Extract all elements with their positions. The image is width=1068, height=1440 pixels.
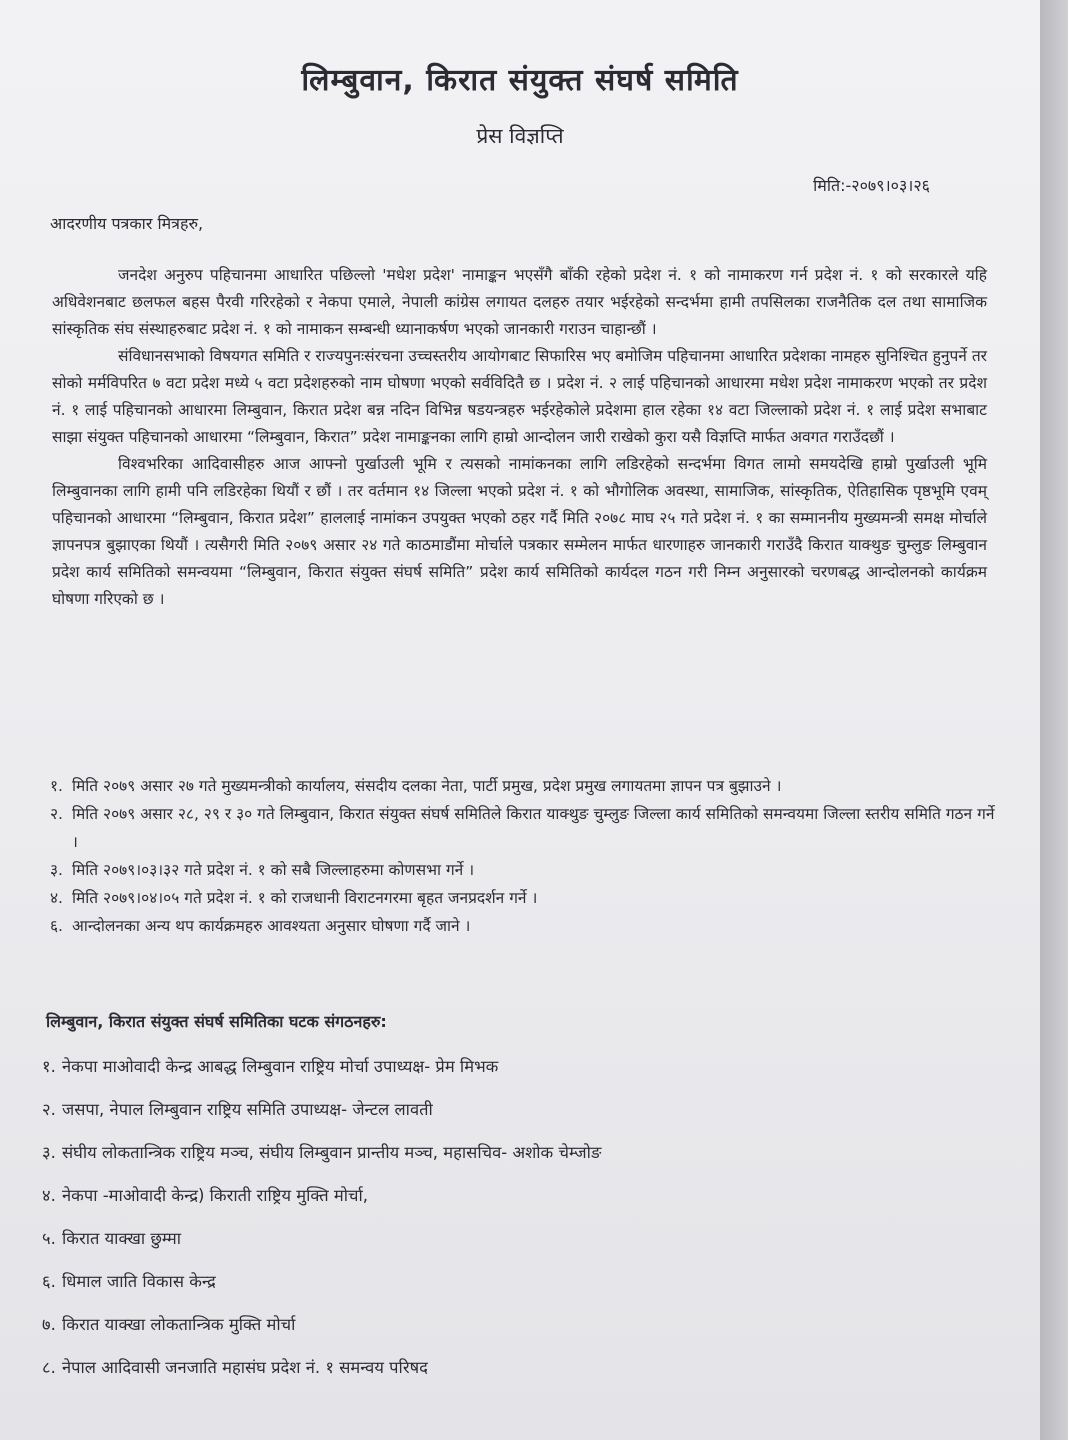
- paragraph: जनदेश अनुरुप पहिचानमा आधारित पछिल्लो 'मधेश प्रदेश' नामाङ्कन भएसँगै बाँकी रहेको प्रदेश नं. १ को नामाकरण गर्न प्रदेश नं. १ को सरकारले यहि अधिवेशनबाट छलफल बहस पैरवी गरिरहेको र नेकपा एमाले, नेपाली कांग्रेस लगायत दलहरु तयार भईरहेको सन्दर्भमा हामी तपसिलका राजनैतिक दल तथा सामाजिक सांस्कृतिक संघ संस्थाहरुबाट प्रदेश नं. १ को नामाकन सम्बन्धी ध्यानाकर्षण भएको जानकारी गराउन चाहान्छौं ।: [52, 266, 987, 338]
- item-number: २.: [50, 805, 63, 823]
- list-item: [50, 772, 995, 800]
- organizations-list: [42, 1044, 601, 1388]
- item-number: ६.: [42, 1272, 56, 1291]
- item-number: ८.: [42, 1358, 56, 1377]
- organizations-heading: लिम्बुवान, किरात संयुक्त संघर्ष समितिका घटक संगठनहरु:: [46, 1012, 387, 1031]
- item-number: ३.: [42, 1143, 56, 1162]
- document-title: लिम्बुवान, किरात संयुक्त संघर्ष समिति: [301, 63, 739, 98]
- item-text: धिमाल जाति विकास केन्द्र: [62, 1272, 216, 1291]
- salutation: आदरणीय पत्रकार मित्रहरु,: [50, 214, 204, 233]
- item-number: १.: [50, 777, 63, 795]
- item-text: आन्दोलनका अन्य थप कार्यक्रमहरु आवश्यता अनुसार घोषणा गर्दै जाने ।: [72, 917, 471, 935]
- body-text: [52, 262, 987, 613]
- item-number: ६.: [50, 917, 63, 935]
- program-list: [50, 772, 995, 940]
- document-subtitle: प्रेस विज्ञप्ति: [476, 124, 564, 148]
- item-number: ७.: [42, 1315, 56, 1334]
- item-text: मिति २०७९।०३।३२ गते प्रदेश नं. १ को सबै जिल्लाहरुमा कोणसभा गर्ने ।: [72, 861, 475, 879]
- item-text: जसपा, नेपाल लिम्बुवान राष्ट्रिय समिति उपाध्यक्ष- जेन्टल लावती: [62, 1100, 433, 1119]
- item-text: किरात याक्खा छुम्मा: [62, 1229, 182, 1248]
- list-item: [42, 1044, 601, 1087]
- item-text: मिति २०७९ असार २८, २९ र ३० गते लिम्बुवान, किरात संयुक्त संघर्ष समितिले किरात याक्थुङ चुम्लुङ जिल्ला कार्य समितिको समन्वयमा जिल्ला स्तरीय समिति गठन गर्ने ।: [72, 805, 995, 851]
- list-item: [50, 856, 995, 884]
- item-text: मिति २०७९।०४।०५ गते प्रदेश नं. १ को राजधानी विराटनगरमा बृहत जनप्रदर्शन गर्ने ।: [72, 889, 538, 907]
- list-item: [42, 1216, 601, 1259]
- list-item: [50, 912, 995, 940]
- item-text: किरात याक्खा लोकतान्त्रिक मुक्ति मोर्चा: [62, 1315, 296, 1334]
- list-item: [42, 1173, 601, 1216]
- paragraph: संविधानसभाको विषयगत समिति र राज्यपुनःसंरचना उच्चस्तरीय आयोगबाट सिफारिस भए बमोजिम पहिचानमा आधारित प्रदेशका नामहरु सुनिश्चित हुनुपर्ने तर सोको मर्मविपरित ७ वटा प्रदेश मध्ये ५ वटा प्रदेशहरुको नाम घोषणा भएको सर्वविदितै छ । प्रदेश नं. २ लाई पहिचानको आधारमा मधेश प्रदेश नामाकरण भएको तर प्रदेश नं. १ लाई पहिचानको आधारमा लिम्बुवान, किरात प्रदेश बन्न नदिन विभिन्न षडयन्त्रहरु भईरहेकोले प्रदेशमा हाल रहेका १४ वटा जिल्लाको प्रदेश नं. १ लाई प्रदेश सभाबाट साझा संयुक्त पहिचानको आधारमा “लिम्बुवान, किरात” प्रदेश नामाङ्कनका लागि हाम्रो आन्दोलन जारी राखेको कुरा यसै विज्ञप्ति मार्फत अवगत गराउँदछौं ।: [52, 347, 987, 446]
- list-item: [50, 800, 995, 856]
- list-item: [42, 1302, 601, 1345]
- list-item: [50, 884, 995, 912]
- list-item: [42, 1259, 601, 1302]
- item-text: नेपाल आदिवासी जनजाति महासंघ प्रदेश नं. १ समन्वय परिषद: [62, 1358, 428, 1377]
- item-text: नेकपा -माओवादी केन्द्र) किराती राष्ट्रिय मुक्ति मोर्चा,: [62, 1186, 369, 1205]
- item-number: २.: [42, 1100, 56, 1119]
- item-text: मिति २०७९ असार २७ गते मुख्यमन्त्रीको कार्यालय, संसदीय दलका नेता, पार्टी प्रमुख, प्रदेश प्रमुख लगायतमा ज्ञापन पत्र बुझाउने ।: [72, 777, 782, 795]
- item-number: ५.: [42, 1229, 56, 1248]
- page-edge-shadow: [1040, 0, 1068, 1440]
- item-text: संघीय लोकतान्त्रिक राष्ट्रिय मञ्च, संघीय लिम्बुवान प्रान्तीय मञ्च, महासचिव- अशोक चेम्जोङ: [62, 1143, 602, 1162]
- paragraph: विश्वभरिका आदिवासीहरु आज आफ्नो पुर्खाउली भूमि र त्यसको नामांकनका लागि लडिरहेको सन्दर्भमा विगत लामो समयदेखि हाम्रो पुर्खाउली भूमि लिम्बुवानका लागि हामी पनि लडिरहेका थियौं र छौं । तर वर्तमान १४ जिल्ला भएको प्रदेश नं. १ को भौगोलिक अवस्था, सामाजिक, सांस्कृतिक, ऐतिहासिक पृष्ठभूमि एवम् पहिचानको आधारमा “लिम्बुवान, किरात प्रदेश” हाललाई नामांकन उपयुक्त भएको ठहर गर्दै मिति २०७८ माघ २५ गते प्रदेश नं. १ का सम्माननीय मुख्यमन्त्री समक्ष मोर्चाले ज्ञापनपत्र बुझाएका थियौं । त्यसैगरी मिति २०७९ असार २४ गते काठमाडौंमा मोर्चाले पत्रकार सम्मेलन मार्फत धारणाहरु जानकारी गराउँदै किरात याक्थुङ चुम्लुङ लिम्बुवान प्रदेश कार्य समितिको समन्वयमा “लिम्बुवान, किरात संयुक्त संघर्ष समिति” प्रदेश कार्य समितिको कार्यदल गठन गरी निम्न अनुसारको चरणबद्ध आन्दोलनको कार्यक्रम घोषणा गरिएको छ ।: [52, 455, 987, 608]
- item-number: १.: [42, 1057, 56, 1076]
- document-date: मिति:-२०७९।०३।२६: [813, 176, 930, 195]
- item-number: ४.: [50, 889, 63, 907]
- list-item: [42, 1130, 601, 1173]
- list-item: [42, 1345, 601, 1388]
- item-text: नेकपा माओवादी केन्द्र आबद्ध लिम्बुवान राष्ट्रिय मोर्चा उपाध्यक्ष- प्रेम मिभक: [62, 1057, 499, 1076]
- item-number: ३.: [50, 861, 63, 879]
- item-number: ४.: [42, 1186, 56, 1205]
- list-item: [42, 1087, 601, 1130]
